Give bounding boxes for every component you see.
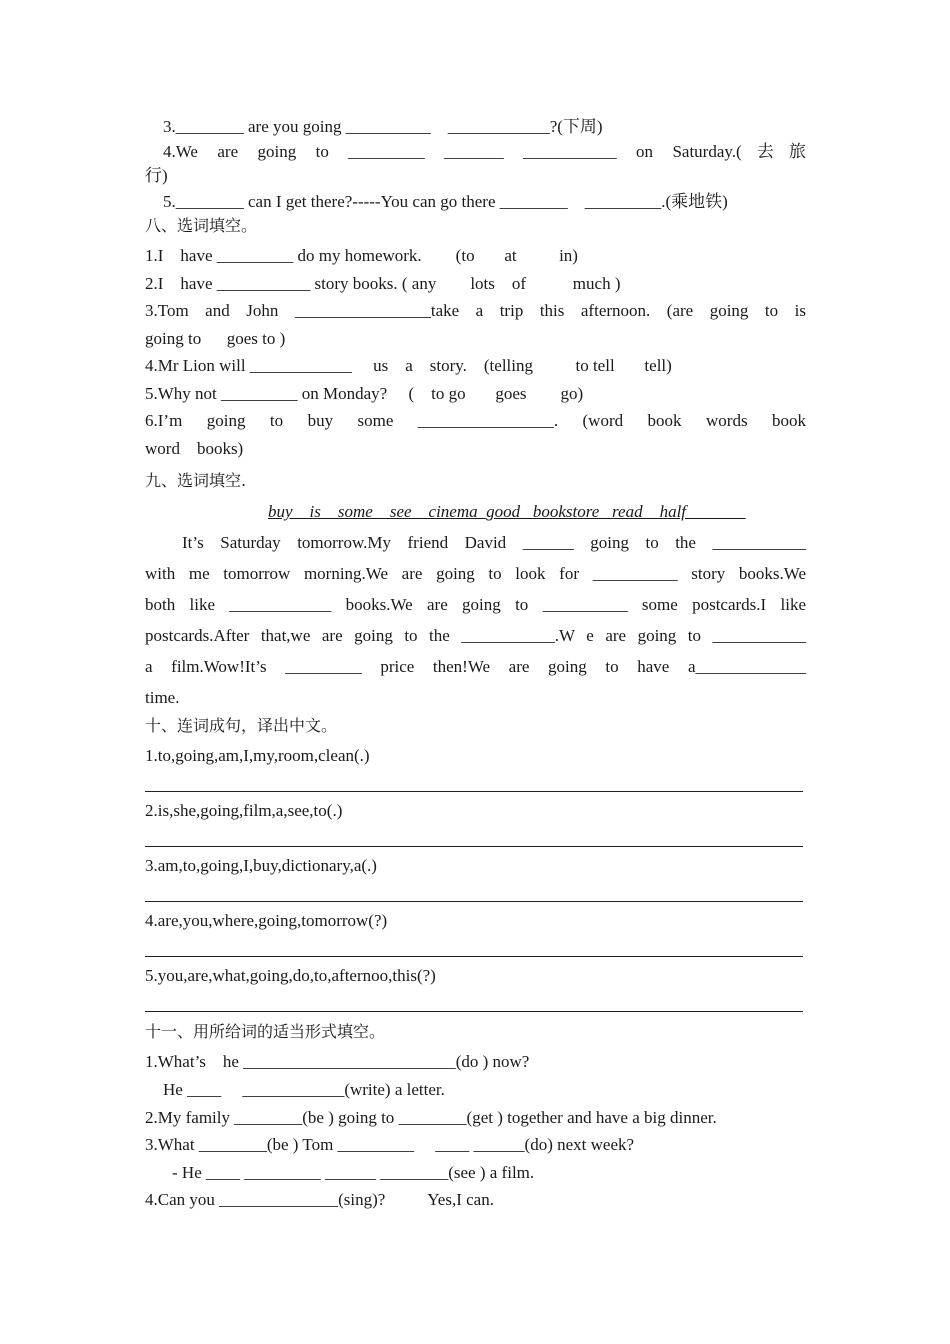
answer-line[interactable]	[145, 956, 803, 957]
s11-question-1-line2: He ____ ____________(write) a letter.	[163, 1080, 445, 1099]
word-bank: buy is some see cinema_good _bookstore _read__half_______	[268, 502, 746, 521]
answer-line[interactable]	[145, 901, 803, 902]
s11-question-3-line2: - He ____ _________ ______ ________(see ) a film.	[172, 1163, 535, 1182]
section-10-heading: 十、连词成句，译出中文。	[145, 716, 338, 735]
section-9-heading: 九、选词填空.	[145, 471, 247, 490]
s8-question-6-line2: word books)	[145, 439, 244, 458]
s10-item-1: 1.to,going,am,I,my,room,clean(.)	[145, 746, 370, 765]
passage-line: time.	[145, 688, 180, 707]
s11-question-2: 2.My family ________(be ) going to ________(get ) together and have a big dinner.	[145, 1108, 717, 1127]
passage-line: postcards.After that,we are going to the ___________.W e are going to ___________	[145, 626, 806, 645]
s7-question-5: 5.________ can I get there?-----You can go there ________ _________.(乘地铁)	[163, 192, 728, 211]
s7-question-4-line2: 行)	[145, 166, 168, 185]
answer-line[interactable]	[145, 791, 803, 792]
passage-line: with me tomorrow morning.We are going to look for __________ story books.We	[145, 564, 806, 583]
s11-question-4: 4.Can you ______________(sing)? Yes,I can.	[145, 1190, 494, 1209]
passage-line: It’s Saturday tomorrow.My friend David ______ going to the ___________	[182, 533, 806, 552]
s10-item-2: 2.is,she,going,film,a,see,to(.)	[145, 801, 343, 820]
s7-question-3: 3.________ are you going __________ ____________?(下周)	[163, 117, 603, 136]
s11-question-3-line1: 3.What ________(be ) Tom _________ ____ ______(do) next week?	[145, 1135, 635, 1154]
s8-question-1: 1.I have _________ do my homework. (to at in)	[145, 246, 578, 265]
s8-question-6-line1: 6.I’m going to buy some ________________. (word book words book	[145, 411, 806, 430]
passage-line: a film.Wow!It’s _________ price then!We are going to have a_____________	[145, 657, 806, 676]
answer-line[interactable]	[145, 846, 803, 847]
s8-question-3-line1: 3.Tom and John ________________take a trip this afternoon. (are going to is	[145, 301, 806, 320]
s8-question-2: 2.I have ___________ story books. ( any lots of much )	[145, 274, 621, 293]
s7-question-4-line1: 4.We are going to _________ _______ ___________ on Saturday.(去旅	[163, 142, 806, 161]
section-11-heading: 十一、用所给词的适当形式填空。	[145, 1022, 386, 1041]
s10-item-4: 4.are,you,where,going,tomorrow(?)	[145, 911, 388, 930]
s8-question-3-line2: going to goes to )	[145, 329, 286, 348]
s8-question-4: 4.Mr Lion will ____________ us a story. (telling to tell tell)	[145, 356, 672, 375]
s11-question-1-line1: 1.What’s he _________________________(do ) now?	[145, 1052, 530, 1071]
section-8-heading: 八、选词填空。	[145, 216, 258, 235]
answer-line[interactable]	[145, 1011, 803, 1012]
passage-line: both like ____________ books.We are going to __________ some postcards.I like	[145, 595, 806, 614]
s10-item-3: 3.am,to,going,I,buy,dictionary,a(.)	[145, 856, 377, 875]
s8-question-5: 5.Why not _________ on Monday? ( to go goes go)	[145, 384, 584, 403]
s10-item-5: 5.you,are,what,going,do,to,afternoo,this(?)	[145, 966, 436, 985]
